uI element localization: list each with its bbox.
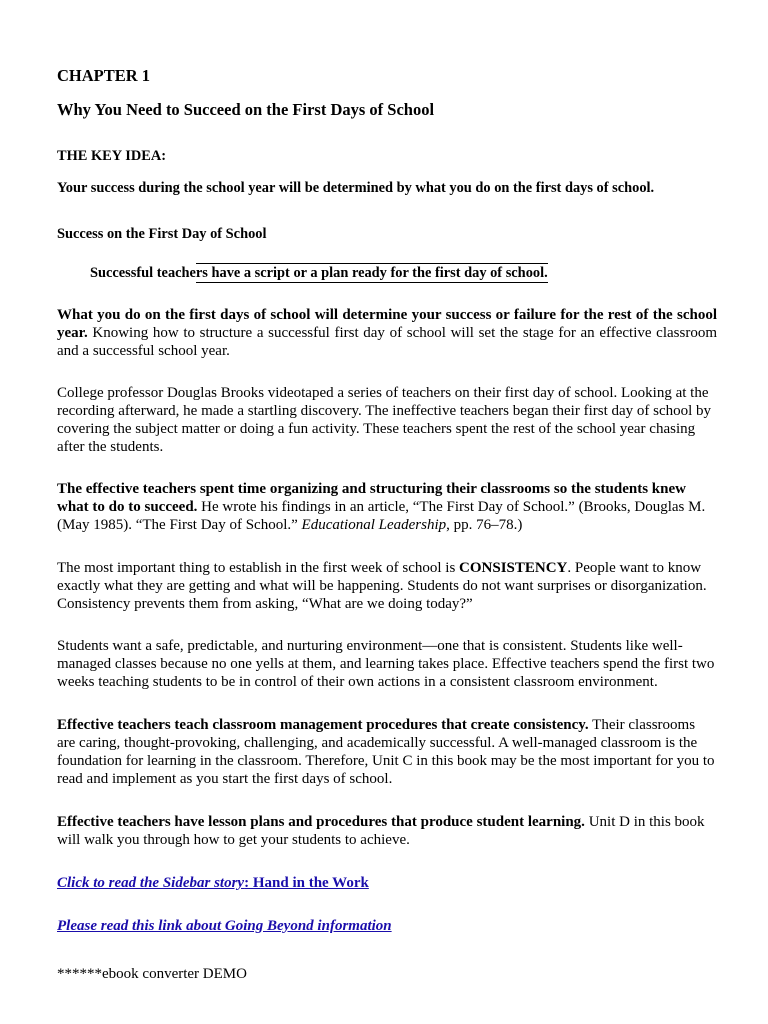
- paragraph-6: [57, 716, 717, 788]
- script-line-part2: rs have a script or a plan ready for the first day of school.: [195, 265, 548, 281]
- paragraph-4-rest: . People want to know exactly what they are getting and what will be happening. Students do not want surprises or disorganization. Consistency prevents them from asking, “What are we doing today?”: [57, 560, 707, 612]
- paragraph-3-end: , pp. 76–78.): [446, 517, 523, 533]
- paragraph-1-bold: What you do on the first days of school will determine your success or failure for the rest of the school year.: [57, 307, 717, 341]
- chapter-label: CHAPTER 1: [57, 66, 151, 85]
- sidebar-link-italic: Click to read the Sidebar story: [57, 875, 245, 891]
- footer-watermark: ******ebook converter DEMO: [57, 966, 247, 982]
- sidebar-link-plain: : Hand in the Work: [244, 875, 369, 891]
- paragraph-1: [57, 306, 717, 360]
- paragraph-7-rest: Unit D in this book will walk you through how to get your students to achieve.: [57, 814, 705, 848]
- paragraph-7-bold: Effective teachers have lesson plans and procedures that produce student learning.: [57, 814, 585, 830]
- paragraph-3-italic: Educational Leadership: [301, 517, 447, 533]
- key-idea-text: Your success during the school year will be determined by what you do on the first days of school.: [57, 180, 655, 196]
- paragraph-6-bold: Effective teachers teach classroom management procedures that create consistency.: [57, 717, 589, 733]
- sidebar-story-link[interactable]: [57, 875, 369, 891]
- paragraph-7: [57, 813, 717, 849]
- paragraph-6-rest: Their classrooms are caring, thought-provoking, challenging, and academically successful. A well-managed classroom is the foundation for learning in the classroom. Therefore, Unit C in this book may be the most important for you to read and implement as you start the first days of school.: [57, 717, 715, 787]
- script-line-part1: Successful teache: [90, 265, 196, 281]
- paragraph-1-rest: Knowing how to structure a successful first day of school will set the stage for an effective classroom and a successful school year.: [57, 325, 717, 359]
- paragraph-3: [57, 480, 717, 534]
- script-highlight-line: [90, 264, 548, 282]
- sidebar-link-row: [57, 874, 717, 892]
- paragraph-3-rest: He wrote his findings in an article, “The First Day of School.” (Brooks, Douglas M. (May 1985). “The First Day of School.”: [57, 499, 706, 533]
- paragraph-3-bold: The effective teachers spent time organizing and structuring their classrooms so the students knew what to do to succeed.: [57, 481, 686, 515]
- paragraph-4-start: The most important thing to establish in the first week of school is: [57, 560, 460, 576]
- chapter-title: Why You Need to Succeed on the First Days of School: [57, 100, 435, 119]
- paragraph-2: College professor Douglas Brooks videotaped a series of teachers on their first day of school. Looking at the recording afterward, he made a startling discovery. The ineffective teachers began their first day of school by covering the subject matter or doing a fun activity. These teachers spent the rest of the school year chasing after the students.: [57, 385, 712, 455]
- going-beyond-link[interactable]: Please read this link about Going Beyond information: [57, 918, 392, 934]
- section-heading: Success on the First Day of School: [57, 226, 267, 242]
- going-beyond-link-row: [57, 917, 717, 935]
- paragraph-5: Students want a safe, predictable, and nurturing environment—one that is consistent. Students like well-managed classes because no one yells at them, and learning takes place. Effective teachers spend the first two weeks teaching students to be in control of their own actions in a consistent classroom environment.: [57, 638, 715, 690]
- paragraph-4: [57, 559, 717, 613]
- key-idea-label: THE KEY IDEA:: [57, 148, 167, 164]
- consistency-term: CONSISTENCY: [459, 560, 568, 576]
